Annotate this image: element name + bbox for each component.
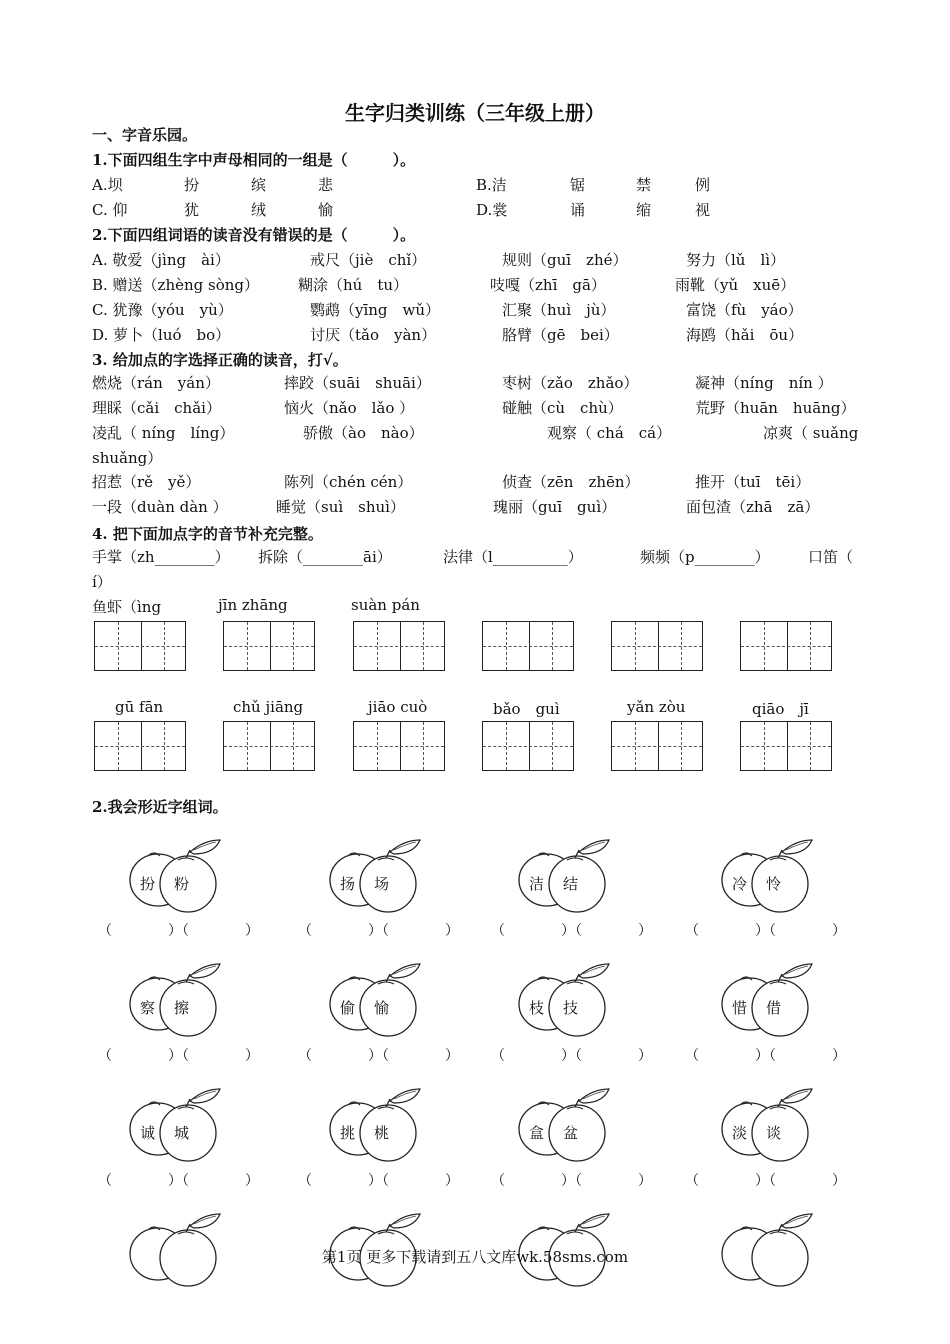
writing-grid[interactable] [482, 721, 574, 771]
apple-char-right: 愉 [374, 999, 390, 1017]
pinyin-label: qiāo jī [752, 700, 809, 718]
apple-char-right: 谈 [766, 1124, 782, 1142]
apple-char-right: 粉 [174, 875, 190, 893]
apple-char-left: 惜 [732, 999, 748, 1017]
apple-pair [517, 838, 617, 918]
q3-cell: 骄傲（ào nào） [303, 424, 424, 442]
q3-cell: 燃烧（rán yán） [92, 374, 220, 392]
apple-char-right: 借 [766, 999, 782, 1017]
q4-fill: 拆除（________āi） [258, 548, 392, 566]
q1-c-1: C. 仰 [92, 201, 128, 219]
writing-grid[interactable] [353, 621, 445, 671]
pinyin-label: jiāo cuò [368, 698, 428, 716]
q3-cell: 碰触（cù chù） [502, 399, 623, 417]
apple-pair [517, 962, 617, 1042]
q3-cell: 凝神（níng nín ） [695, 374, 833, 392]
answer-blanks[interactable]: （ ）（ ） [298, 1173, 459, 1189]
pinyin-label: chǔ jiāng [233, 698, 304, 716]
apple-pair [328, 962, 428, 1042]
q4-fill: 手掌（zh________） [92, 548, 230, 566]
q2-cell: D. 萝卜（luó bo） [92, 326, 231, 344]
q3-cell: 理睬（cǎi chǎi） [92, 399, 221, 417]
writing-grid[interactable] [94, 721, 186, 771]
apple-char-right: 技 [563, 999, 579, 1017]
q1-a-2: 扮 [184, 176, 200, 194]
writing-grid[interactable] [482, 621, 574, 671]
q3-cell: 荒野（huān huāng） [695, 399, 856, 417]
answer-blanks[interactable]: （ ）（ ） [298, 923, 459, 939]
q2-cell: 吱嘎（zhī gā） [490, 276, 606, 294]
q4-fill: 鱼虾（ìng [92, 598, 162, 616]
q3-cell: 恼火（nǎo lǎo ） [284, 399, 415, 417]
q1-d-1: D.裳 [476, 201, 508, 219]
q2-cell: 规则（guī zhé） [502, 251, 628, 269]
q2-stem: 2.下面四组词语的读音没有错误的是（ ）。 [92, 226, 416, 244]
q1-b-1: B.洁 [476, 176, 507, 194]
apple-char-left: 淡 [732, 1124, 748, 1142]
q3-cell: 睡觉（suì shuì） [276, 498, 405, 516]
q3-cell: 推开（tuī tēi） [695, 473, 811, 491]
q2-cell: A. 敬爱（jìng ài） [92, 251, 230, 269]
apple-pair [720, 838, 820, 918]
q2-cell: 富饶（fù yáo） [686, 301, 803, 319]
q1-d-4: 视 [695, 201, 711, 219]
apple-char-left: 挑 [340, 1124, 356, 1142]
q2-cell: 汇聚（huì jù） [502, 301, 616, 319]
q3-cell: shuǎng） [92, 449, 163, 467]
pinyin-label: jīn zhāng [218, 596, 288, 614]
apple-char-right: 盆 [563, 1124, 579, 1142]
apple-pair [128, 1087, 228, 1167]
q4-fill: 口笛（ [808, 548, 854, 566]
section-heading-2: 2.我会形近字组词。 [92, 798, 228, 816]
q2-cell: C. 犹豫（yóu yù） [92, 301, 233, 319]
apple-pair [720, 962, 820, 1042]
q3-cell: 凉爽（ suǎng [763, 424, 859, 442]
q2-cell: 讨厌（tǎo yàn） [310, 326, 437, 344]
q3-cell: 凌乱（ níng líng） [92, 424, 235, 442]
answer-blanks[interactable]: （ ）（ ） [491, 1048, 652, 1064]
answer-blanks[interactable]: （ ）（ ） [685, 1048, 846, 1064]
apple-char-left: 扮 [140, 875, 156, 893]
q3-cell: 侦查（zēn zhēn） [502, 473, 640, 491]
q1-d-2: 诵 [570, 201, 586, 219]
apple-pair [128, 962, 228, 1042]
q1-b-2: 锯 [570, 176, 586, 194]
answer-blanks[interactable]: （ ）（ ） [98, 1048, 259, 1064]
apple-pair [328, 1087, 428, 1167]
apple-char-left: 冷 [732, 875, 748, 893]
pinyin-label: suàn pán [351, 596, 420, 614]
apple-pair [517, 1087, 617, 1167]
q3-cell: 摔跤（suāi shuāi） [284, 374, 431, 392]
q2-cell: 鹦鹉（yīng wǔ） [310, 301, 441, 319]
writing-grid[interactable] [611, 721, 703, 771]
q4-fill: 频频（p________） [640, 548, 770, 566]
q3-cell: 面包渣（zhā zā） [686, 498, 820, 516]
q1-a-4: 悲 [318, 176, 334, 194]
q3-cell: 招惹（rě yě） [92, 473, 201, 491]
q1-b-3: 禁 [636, 176, 652, 194]
section-heading-1: 一、字音乐园。 [92, 126, 198, 144]
apple-char-left: 扬 [340, 875, 356, 893]
q1-a-3: 缤 [251, 176, 267, 194]
writing-grid[interactable] [223, 621, 315, 671]
writing-grid[interactable] [740, 721, 832, 771]
q1-c-3: 绒 [251, 201, 267, 219]
q2-cell: 胳臂（gē bei） [502, 326, 619, 344]
q3-cell: 陈列（chén cén） [284, 473, 413, 491]
q1-c-4: 愉 [318, 201, 334, 219]
page-title: 生字归类训练（三年级上册） [345, 101, 605, 125]
answer-blanks[interactable]: （ ）（ ） [298, 1048, 459, 1064]
q2-cell: 戒尺（jiè chǐ） [310, 251, 427, 269]
writing-grid[interactable] [611, 621, 703, 671]
q4-stem: 4. 把下面加点字的音节补充完整。 [92, 525, 323, 543]
q2-cell: 海鸥（hǎi ōu） [686, 326, 804, 344]
q1-stem: 1.下面四组生字中声母相同的一组是（ ）。 [92, 151, 416, 169]
pinyin-label: bǎo guì [493, 700, 560, 718]
apple-pair [328, 838, 428, 918]
q3-cell: 一段（duàn dàn ） [92, 498, 228, 516]
q3-cell: 观察（ chá cá） [547, 424, 672, 442]
page-footer: 第1页 更多下载请到五八文库wk.58sms.com [321, 1248, 629, 1266]
q4-fill: 法律（l__________） [443, 548, 583, 566]
apple-char-left: 察 [140, 999, 156, 1017]
writing-grid[interactable] [223, 721, 315, 771]
writing-grid[interactable] [740, 621, 832, 671]
apple-char-right: 结 [563, 875, 579, 893]
q4-fill: í） [92, 573, 112, 591]
q3-cell: 瑰丽（guī guì） [493, 498, 617, 516]
q2-cell: B. 赠送（zhèng sòng） [92, 276, 260, 294]
apple-char-left: 偷 [340, 999, 356, 1017]
writing-grid[interactable] [94, 621, 186, 671]
apple-char-right: 怜 [766, 875, 782, 893]
q3-cell: 枣树（zǎo zhǎo） [502, 374, 639, 392]
apple-char-left: 洁 [529, 875, 545, 893]
q3-stem: 3. 给加点的字选择正确的读音，打√。 [92, 351, 348, 369]
answer-blanks[interactable]: （ ）（ ） [491, 923, 652, 939]
q1-a-1: A.坝 [92, 176, 123, 194]
apple-pair [720, 1087, 820, 1167]
apple-char-right: 擦 [174, 999, 190, 1017]
apple-char-right: 场 [374, 875, 390, 893]
q1-c-2: 犹 [184, 201, 200, 219]
apple-char-right: 桃 [374, 1124, 390, 1142]
apple-char-left: 盒 [529, 1124, 545, 1142]
answer-blanks[interactable]: （ ）（ ） [685, 923, 846, 939]
apple-char-left: 枝 [529, 999, 545, 1017]
answer-blanks[interactable]: （ ）（ ） [98, 923, 259, 939]
apple-char-left: 诚 [140, 1124, 156, 1142]
answer-blanks[interactable]: （ ）（ ） [491, 1173, 652, 1189]
apple-char-right: 城 [174, 1124, 190, 1142]
writing-grid[interactable] [353, 721, 445, 771]
q2-cell: 糊涂（hú tu） [298, 276, 409, 294]
q2-cell: 雨靴（yǔ xuē） [675, 276, 796, 294]
pinyin-label: gū fān [115, 698, 164, 716]
apple-pair [128, 838, 228, 918]
q1-d-3: 缩 [636, 201, 652, 219]
pinyin-label: yǎn zòu [627, 698, 686, 716]
answer-blanks[interactable]: （ ）（ ） [685, 1173, 846, 1189]
answer-blanks[interactable]: （ ）（ ） [98, 1173, 259, 1189]
q1-b-4: 例 [695, 176, 711, 194]
q2-cell: 努力（lǔ lì） [686, 251, 786, 269]
